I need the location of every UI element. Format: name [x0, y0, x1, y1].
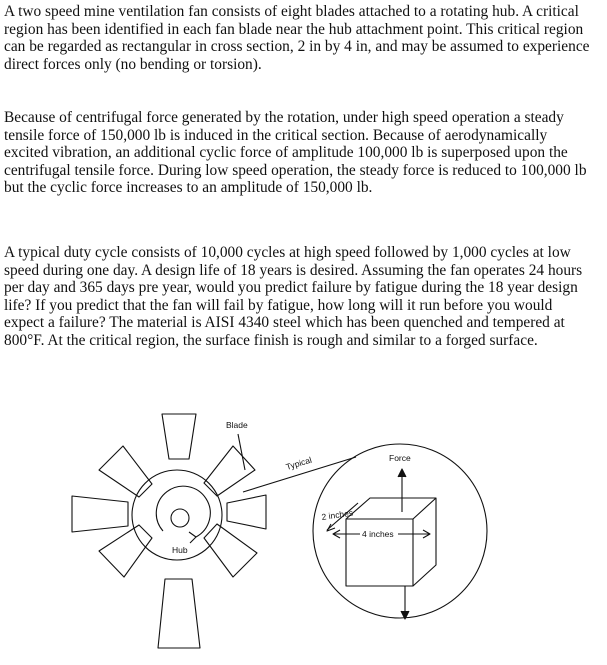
- fan-blade: [158, 579, 200, 648]
- blade-label: Blade: [226, 420, 248, 430]
- fan-blade: [162, 414, 196, 459]
- hub-label: Hub: [172, 545, 188, 555]
- force-label: Force: [389, 453, 411, 463]
- fan-figure: [0, 400, 607, 665]
- problem-paragraph-2: Because of centrifugal force generated by the rotation, under high speed operation a steady tensile force of 150,000 lb is induced in the critical section. Because of aerodynamically excited vibration, an additional cyclic force of amplitude 100,000 lb is superposed upon the centrifugal tensile force. During low speed operation, the steady force is reduced to 100,000 lb but the cyclic force increases to an amplitude of 150,000 lb.: [4, 109, 587, 197]
- rotation-arrow: [156, 486, 210, 537]
- problem-paragraph-1: A two speed mine ventilation fan consists of eight blades attached to a rotating hub. A critical region has been identified in each fan blade near the hub attachment point. This critical region can be regarded as rectangular in cross section, 2 in by 4 in, and may be assumed to experience direct forces only (no bending or torsion).: [4, 3, 590, 73]
- critical-section-block: [346, 498, 436, 586]
- width-label: 4 inches: [362, 529, 394, 539]
- fan-blade: [99, 446, 152, 497]
- fan-blade: [99, 525, 152, 577]
- fan-blade: [204, 446, 255, 496]
- fan-blades: [72, 414, 266, 648]
- fan-blade: [227, 495, 266, 529]
- fan-blade: [72, 496, 128, 532]
- depth-label: 2 inches: [320, 507, 354, 522]
- rotation-arrowhead: [189, 532, 196, 543]
- typical-label: Typical: [284, 454, 313, 472]
- fan-blade: [204, 524, 257, 577]
- hub-center: [171, 509, 189, 527]
- problem-paragraph-3: A typical duty cycle consists of 10,000 cycles at high speed followed by 1,000 cycles at low speed during one day. A design life of 18 years is desired. Assuming the fan operates 24 hours per day and 365 days pre year, would you predict failure by fatigue during the 18 year design life? If you predict that the fan will fail by fatigue, how long will it run before you would expect a failure? The material is AISI 4340 steel which has been quenched and tempered at 800°F. At the critical region, the surface finish is rough and similar to a forged surface.: [4, 244, 583, 349]
